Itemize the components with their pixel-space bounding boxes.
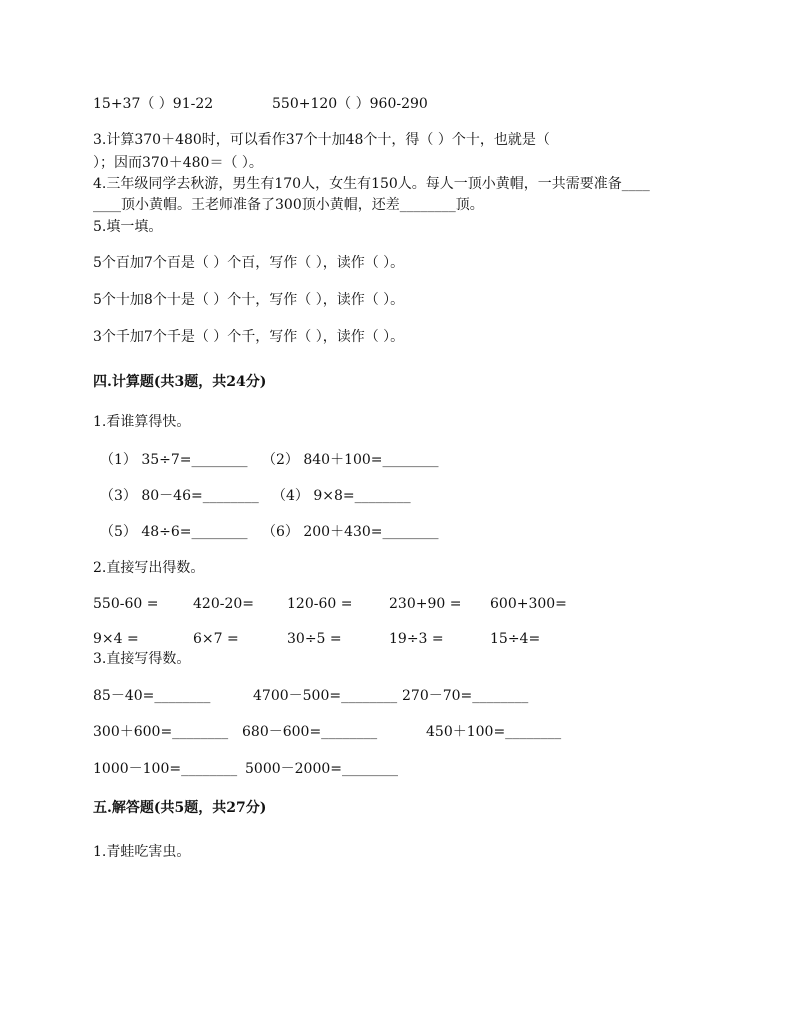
c3-item-5: 680－600=________ (242, 724, 378, 740)
q5-row3: 3个千加7个千是（ ）个千，写作（ ），读作（ ）。 (93, 329, 405, 345)
c3-item-4: 300＋600=________ (93, 724, 229, 740)
compare-a: 15+37（ ）91-22 (93, 96, 214, 112)
section-5-heading: 五.解答题(共5题，共27分) (93, 800, 267, 816)
c1-title: 1.看谁算得快。 (93, 414, 191, 430)
c2-r1-item: 550-60 = (93, 596, 159, 612)
c1-item-5: （5） 48÷6=________ (100, 524, 248, 540)
q4-line2: ____顶小黄帽。王老师准备了300顶小黄帽，还差________顶。 (93, 197, 484, 213)
c2-r1-item: 120-60 = (287, 596, 353, 612)
c3-item-7: 1000－100=________ (93, 761, 238, 777)
c3-item-6: 450＋100=________ (426, 724, 562, 740)
c2-r1-item: 420-20= (193, 596, 254, 612)
q5-title: 5.填一填。 (93, 219, 163, 235)
c2-r2-item: 15÷4= (490, 631, 541, 647)
c1-item-1: （1） 35÷7=________ (100, 452, 248, 468)
q4-line1: 4.三年级同学去秋游，男生有170人，女生有150人。每人一顶小黄帽，一共需要准备____ (93, 176, 650, 192)
c3-item-2: 4700－500=________ (253, 688, 398, 704)
c3-title: 3.直接写得数。 (93, 651, 191, 667)
q5-row1: 5个百加7个百是（ ）个百，写作（ ），读作（ ）。 (93, 255, 405, 271)
c2-r2-item: 6×7 = (193, 631, 239, 647)
c2-r1-item: 600+300= (490, 596, 567, 612)
c2-r1-item: 230+90 = (389, 596, 462, 612)
c3-item-3: 270－70=________ (402, 688, 529, 704)
compare-b: 550+120（ ）960-290 (272, 96, 428, 112)
c1-item-4: （4） 9×8=________ (272, 488, 411, 504)
c2-r2-item: 9×4 = (93, 631, 139, 647)
c3-item-1: 85－40=________ (93, 688, 211, 704)
q5-row2: 5个十加8个十是（ ）个十，写作（ ），读作（ ）。 (93, 292, 405, 308)
c3-item-8: 5000－2000=________ (245, 761, 398, 777)
q3-line2: ）；因而370＋480＝（ ）。 (93, 155, 263, 171)
c2-r2-item: 30÷5 = (287, 631, 342, 647)
c1-item-2: （2） 840＋100=________ (262, 452, 439, 468)
s1-title: 1.青蛙吃害虫。 (93, 844, 191, 860)
q3-line1: 3.计算370＋480时，可以看作37个十加48个十，得（ ）个十，也就是（ (93, 132, 550, 148)
c1-item-3: （3） 80－46=________ (100, 488, 259, 504)
section-4-heading: 四.计算题(共3题，共24分) (93, 374, 267, 390)
c2-title: 2.直接写出得数。 (93, 560, 205, 576)
c2-r2-item: 19÷3 = (389, 631, 444, 647)
c1-item-6: （6） 200＋430=________ (262, 524, 439, 540)
